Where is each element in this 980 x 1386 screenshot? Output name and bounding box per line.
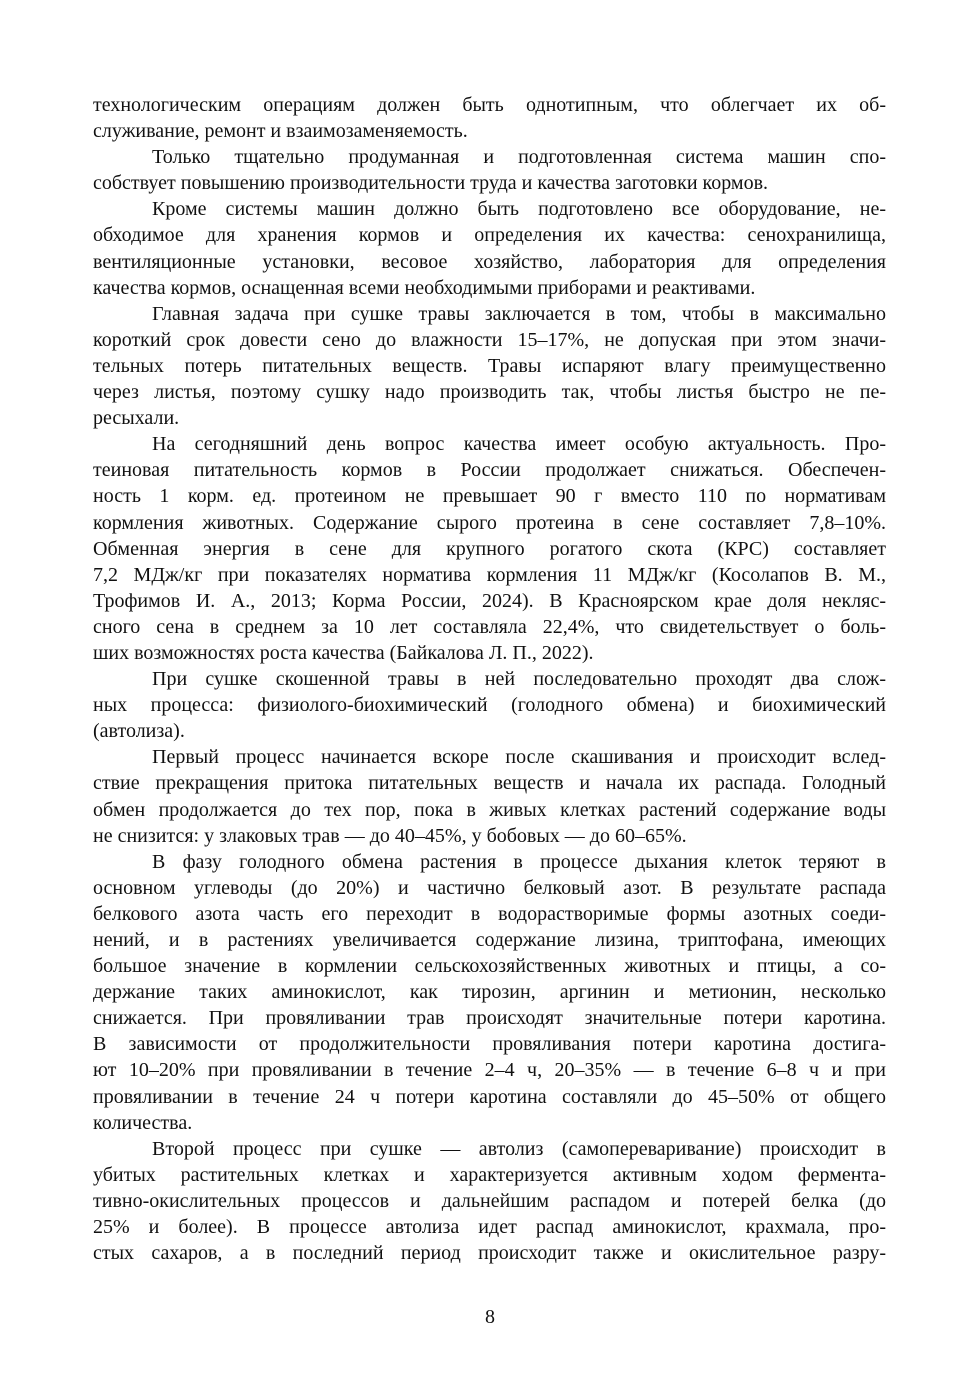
text-line: провяливании в течение 24 ч потери каротина составляли до 45–50% от общего: [93, 1085, 886, 1108]
text-line: нений, и в растениях увеличивается содержание лизина, триптофана, имеющих: [93, 929, 886, 951]
paragraph: [93, 666, 886, 744]
text-line: через листья, поэтому сушку надо производить так, чтобы листья быстро не пе-: [93, 381, 886, 404]
text-line: ют 10–20% при провяливании в течение 2–4 ч, 20–35% — в течение 6–8 ч и при: [93, 1059, 886, 1082]
text-line: обмен продолжается до тех пор, пока в живых клетках растений содержание воды: [93, 798, 886, 821]
text-line: ших возможностях роста качества (Байкалова Л. П., 2022).: [93, 641, 594, 664]
text-line: основном углеводы (до 20%) и частично белковый азот. В результате распада: [93, 876, 886, 899]
text-line: ность 1 корм. ед. протеином не превышает 90 г вместо 110 по нормативам: [93, 485, 886, 508]
text-line: тельных потерь питательных веществ. Травы испаряют влагу преимущественно: [93, 354, 886, 377]
text-line: большое значение в кормлении сельскохозяйственных животных и птицы, а со-: [93, 955, 886, 978]
text-line: Обменная энергия в сене для крупного рогатого скота (КРС) составляет: [93, 537, 886, 560]
paragraph: [93, 431, 886, 666]
text-line: Кроме системы машин должно быть подготовлено все оборудование, не-: [152, 198, 886, 221]
text-line: держание таких аминокислот, как тирозин, аргинин и метионин, несколько: [93, 981, 886, 1004]
text-line: убитых растительных клетках и характеризуется активным ходом фермента-: [93, 1163, 886, 1186]
text-line: Только тщательно продуманная и подготовленная система машин спо-: [152, 146, 886, 169]
text-line: При сушке скошенной травы в ней последовательно проходят два слож-: [152, 668, 886, 691]
text-line: теиновая питательность кормов в России продолжает снижаться. Обеспечен-: [93, 459, 886, 482]
text-line: ных процесса: физиолого-биохимический (голодного обмена) и биохимический: [93, 694, 886, 717]
page-number: 8: [485, 1306, 495, 1328]
text-line: обходимое для хранения кормов и определения их качества: сенохранилища,: [93, 224, 886, 247]
text-line: Трофимов И. А., 2013; Корма России, 2024). В Красноярском крае доля некляс-: [93, 589, 886, 612]
text-line: 25% и более). В процессе автолиза идет распад аминокислот, крахмала, про-: [93, 1216, 886, 1239]
document-page: [93, 92, 886, 1266]
text-line: кормления животных. Содержание сырого протеина в сене составляет 7,8–10%.: [93, 511, 886, 534]
text-line: стых сахаров, а в последний период происходит также и окислительное разру-: [93, 1242, 886, 1265]
paragraph: [93, 849, 886, 1136]
text-line: ресыхали.: [93, 407, 180, 430]
text-line: служивание, ремонт и взаимозаменяемость.: [93, 120, 468, 143]
text-line: короткий срок довести сено до влажности 15–17%, не допуская при этом значи-: [93, 328, 886, 351]
text-line: ствие прекращения притока питательных веществ и начала их распада. Голодный: [93, 772, 886, 795]
paragraph: [93, 744, 886, 848]
paragraph: [93, 144, 886, 196]
paragraph: [93, 1136, 886, 1266]
text-line: снижается. При провяливании трав происходят значительные потери каротина.: [93, 1007, 886, 1030]
text-line: белкового азота часть его переходит в водорастворимые формы азотных соеди-: [93, 902, 886, 925]
text-line: количества.: [93, 1111, 193, 1134]
text-line: 7,2 МДж/кг при показателях норматива кормления 11 МДж/кг (Косолапов В. М.,: [93, 563, 886, 586]
paragraph: [93, 92, 886, 144]
text-line: Главная задача при сушке травы заключается в том, чтобы в максимально: [152, 302, 886, 325]
paragraph: [93, 196, 886, 300]
text-line: Второй процесс при сушке — автолиз (самопереваривание) происходит в: [152, 1137, 886, 1160]
text-line: Первый процесс начинается вскоре после скашивания и происходит вслед-: [152, 746, 886, 769]
text-line: технологическим операциям должен быть однотипным, что облегчает их об-: [93, 94, 886, 116]
text-line: не снизится: у злаковых трав — до 40–45%, у бобовых — до 60–65%.: [93, 824, 687, 847]
text-line: собствует повышению производительности труда и качества заготовки кормов.: [93, 172, 769, 195]
text-line: В зависимости от продолжительности провяливания потери каротина достига-: [93, 1033, 886, 1056]
text-line: вентиляционные установки, весовое хозяйство, лаборатория для определения: [93, 250, 886, 273]
text-line: сного сена в среднем за 10 лет составляла 22,4%, что свидетельствует о боль-: [93, 615, 886, 638]
paragraph: [93, 301, 886, 431]
text-line: На сегодняшний день вопрос качества имеет особую актуальность. Про-: [152, 433, 886, 456]
text-line: В фазу голодного обмена растения в процессе дыхания клеток теряют в: [152, 850, 886, 873]
text-line: тивно-окислительных процессов и дальнейшим распадом и потерей белка (до: [93, 1189, 886, 1212]
text-line: (автолиза).: [93, 720, 185, 743]
text-line: качества кормов, оснащенная всеми необходимыми приборами и реактивами.: [93, 276, 756, 299]
